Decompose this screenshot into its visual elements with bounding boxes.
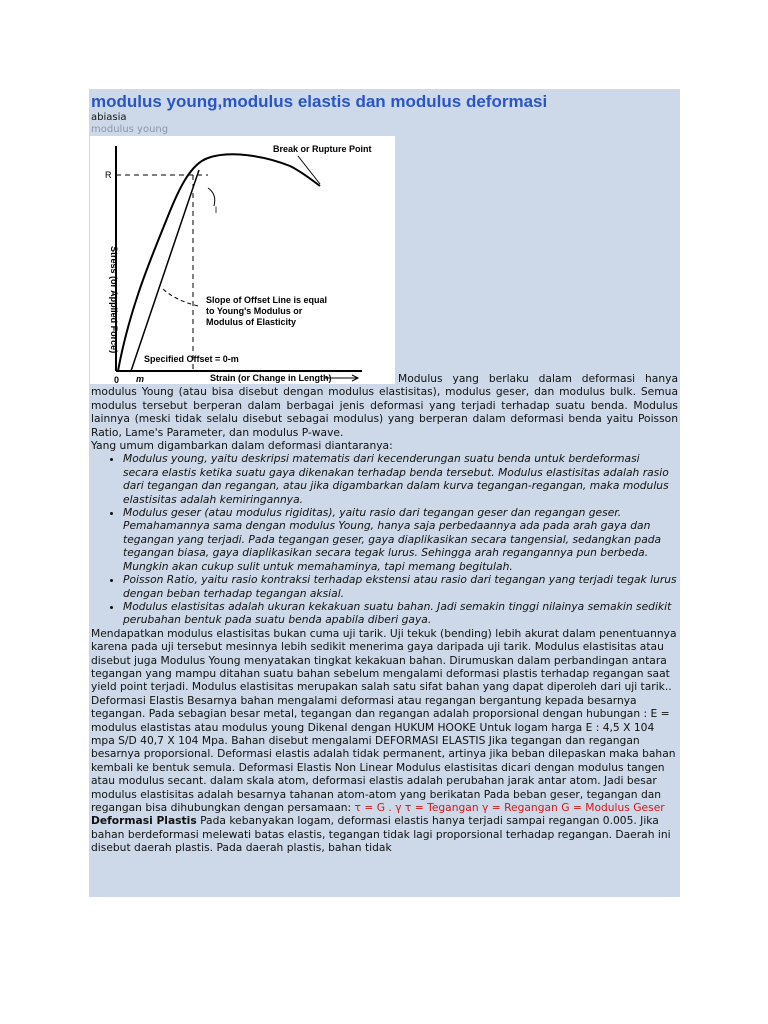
yield-marker-arrow [208, 188, 215, 206]
r-label: R [105, 170, 112, 180]
modulus-list [91, 452, 678, 626]
slope-label-line-2: to Young's Modulus or [206, 306, 303, 316]
tag-label[interactable]: modulus young [91, 124, 169, 135]
rupture-label: Break or Rupture Point [273, 144, 372, 154]
author-name[interactable]: abiasia [91, 112, 127, 123]
rupture-arrow [298, 156, 320, 184]
list-item: • Modulus elastisitas adalah ukuran kekakuan suatu bahan. Jadi semakin tinggi nilainya semakin sedikit perubahan bentuk pada suatu benda apabila diberi gaya. [123, 600, 678, 627]
shear-formula: τ = G . γ τ = Tegangan γ = Regangan G = Modulus Geser [354, 801, 665, 814]
offset-line [131, 170, 199, 371]
offset-label: Specified Offset = 0-m [144, 354, 239, 364]
list-item: • Poisson Ratio, yaitu rasio kontraksi terhadap ekstensi atau rasio dari tegangan yang terjadi tegak lurus dengan beban terhadap tegangan aksial. [123, 573, 678, 600]
intro-paragraph: Modulus yang berlaku dalam deformasi hanya modulus Young (atau bisa disebut dengan modulus elastisitas), modulus geser, dan modulus bulk. Semua modulus tersebut berperan dalam berbagai jenis deformasi yang terjadi terhadap suatu benda. Modulus lainnya (meski tidak selalu disebut sebagai modulus) yang berperan dalam deformasi benda yaitu Poisson Ratio, Lame's Parameter, dan modulus P-wave. [91, 372, 678, 439]
stress-strain-diagram [90, 136, 395, 384]
slope-label-line-3: Modulus of Elasticity [206, 317, 297, 327]
list-item: • Modulus young, yaitu deskripsi matematis dari kecenderungan suatu benda untuk berdeformasi secara elastis ketika suatu gaya dikenakan terhadap benda tersebut. Modulus elastisitas adalah rasio dari tegangan dan regangan, atau jika digambarkan dalam kurva tegangan-regangan, maka modulus elastisitas adalah kemiringannya. [123, 452, 678, 506]
m-label: m [136, 374, 145, 384]
l-label: l [215, 205, 217, 215]
list-item: • Modulus geser (atau modulus rigiditas), yaitu rasio dari tegangan geser dan regangan geser. Pemahamannya sama dengan modulus Young, hanya saja perbedaannya ada pada arah gaya dan tegangan yang terjadi. Pada tegangan geser, gaya diaplikasikan secara tangensial, sedangkan pada tegangan biasa, gaya diaplikasikan secara tegak lurus. Sehingga arah regangannya pun berbeda. Mungkin akan cukup sulit untuk memahaminya, tapi memang begitulah. [123, 506, 678, 573]
body-tail-text: Pada kebanyakan logam, deformasi elastis hanya terjadi sampai regangan 0.005. Jika bahan berdeformasi melewati batas elastis, tegangan tidak lagi proporsional terhadap regangan. Daerah ini disebut daerah plastis. Pada daerah plastis, bahan tidak [91, 814, 671, 855]
document-page [89, 89, 680, 897]
strain-label: Strain (or Change in Length) [210, 373, 332, 383]
stress-label: Stress (or Applied Force) [109, 246, 119, 354]
plastic-deformation-heading: Deformasi Plastis [91, 814, 197, 828]
body-paragraph [91, 627, 678, 855]
stress-strain-curve [118, 154, 320, 371]
stress-strain-figure [90, 136, 395, 384]
body-text: Mendapatkan modulus elastisitas bukan cuma uji tarik. Uji tekuk (bending) lebih akurat dalam penentuannya karena pada uji tersebut mesinnya lebih sedikit menerima gaya daripada uji tarik. Modulus elastisitas atau disebut juga Modulus Young menyatakan tingkat kekakuan bahan. Dirumuskan dalam perbandingan antara tegangan yang mampu ditahan suatu bahan sebelum mengalami deformasi plastis terhadap regangan saat yield point terjadi. Modulus elastisitas merupakan salah satu sifat bahan yang dapat diperoleh dari uji tarik.. Deformasi Elastis Besarnya bahan mengalami deformasi atau regangan bergantung kepada besarnya tegangan. Pada sebagian besar metal, tegangan dan regangan adalah proporsional dengan hubungan : E = modulus elastistas atau modulus young Dikenal dengan HUKUM HOOKE Untuk logam harga E : 4,5 X 104 mpa S/D 40,7 X 104 Mpa. Bahan disebut mengalami DEFORMASI ELASTIS Jika tegangan dan regangan besarnya proporsional. Deformasi elastis adalah tidak permanent, artinya jika beban dilepaskan maka bahan kembali ke bentuk semula. Deformasi Elastis Non Linear Modulus elastisitas dicari dengan modulus tangen atau modulus secant. dalam skala atom, deformasi elastis adalah perubahan jarak antar atom. Jadi besar modulus elastisitas adalah besarnya tahanan atom-atom yang berikatan Pada beban geser, tegangan dan regangan bisa dihubungkan dengan persamaan: [91, 626, 677, 814]
page-title[interactable]: modulus young,modulus elastis dan modulus deformasi [91, 92, 548, 111]
slope-label-line-1: Slope of Offset Line is equal [206, 295, 328, 305]
lead-sentence: Yang umum digambarkan dalam deformasi diantaranya: [91, 439, 393, 453]
origin-label: 0 [114, 375, 120, 384]
